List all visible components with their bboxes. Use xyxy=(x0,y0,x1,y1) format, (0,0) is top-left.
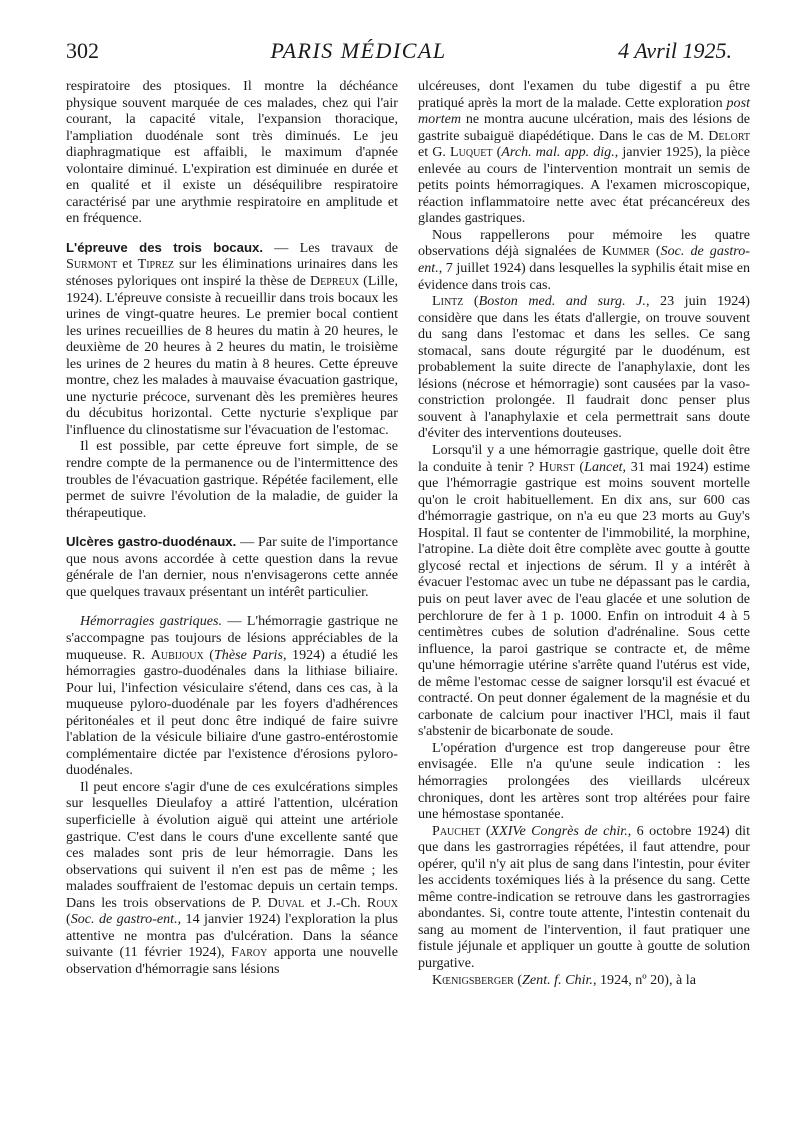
paragraph-hemorrhages: Hémorragies gastriques. — L'hémorragie gastrique ne s'accompagne pas toujours de lésions appréciables de la muqueuse. R. Aubijoux (Thèse Paris, 1924) a étudié les hémorragies gastro-duodénales dans la lithiase biliaire. Pour lui, l'infection vésiculaire s'étend, dans ces cas, à la muqueuse pyloro-duodénale par les foyers d'adhérences péritonéales et il peut donc être indiqué de faire suivre l'ablation de la vésicule biliaire d'une gastro-entérostomie complémentaire dictée par l'existence d'érosions pyloro-duodénales. xyxy=(66,613,398,779)
author-name: Kœnigsberger xyxy=(432,971,514,988)
author-name: Hurst xyxy=(538,458,575,475)
author-name: Duval xyxy=(267,894,305,911)
author-name: Pauchet xyxy=(432,822,481,839)
reference: Arch. mal. app. dig. xyxy=(501,144,615,161)
author-name: Luquet xyxy=(450,144,493,161)
paragraph-koenigsberger: Kœnigsberger (Zent. f. Chir., 1924, nº 20), à la xyxy=(432,971,696,988)
left-column: respiratoire des ptosiques. Il montre la déchéance physique souvent marquée de ces malades, chez qui l'air courant, la capacité vitale, l'expansion thoracique, l'ampliation duodénale sont très diminués. Le jeu diaphragmatique est affaibli, le maximum d'apnée volontaire diminué. L'expiration est diminuée en durée et en qualité et il existe un déséquilibre respiratoire caractérisé par une arythmie respiratoire en amplitude et en fréquence. L'épreuve des trois bocaux. — Les travaux de Surmont et Tiprez sur les éliminations urinaires dans les sténoses pyloriques ont inspiré la thèse de Depreux (Lille, 1924). L'épreuve consiste à recueillir dans trois bocaux les urines de vingt-quatre heures. Le premier bocal contient les urines recueillies de 8 heures du matin à 20 heures, le deuxième de 20 heures à 2 heures du matin, le troisième les urines de 2 heures du matin à 8 heures. Cette épreuve montre, chez les malades à mauvaise évacuation gastrique, une nycturie précoce, survenant dès les premières heures du décubitus horizontal. Cette nycturie s'explique par l'influence du clinostatisme sur l'évacuation de l'estomac. Il est possible, par cette épreuve fort simple, de se rendre compte de la permanence ou de l'intermittence des troubles de l'évacuation gastrique. Répétée facilement, elle permet de suivre l'évolution de la maladie, de guider la thérapeutique. Ulcères gastro-duodénaux. — Par suite de l'importance que nous avons accordée à cette question dans la revue générale de l'an dernier, nous n'envisagerons cette année que quelques travaux présentant un intérêt particulier. Hémorragies gastriques. — L'hémorragie gastrique ne s'accompagne pas toujours de lésions appréciables de la muqueuse. R. Aubijoux (Thèse Paris, 1924) a étudié les hémorragies gastro-duodénales dans la lithiase biliaire. Pour lui, l'infection vésiculaire s'étend, dans ces cas, à la muqueuse pyloro-duodénale par les foyers d'adhérences péritonéales et il peut donc être indiqué de faire suivre l'ablation de la vésicule biliaire d'une gastro-entérostomie complémentaire dictée par l'existence d'érosions pyloro-duodénales. Il peut encore s'agir d'une de ces exulcérations simples sur lesquelles Dieulafoy a attiré l'attention, ulcération superficielle à évolution aiguë qui atteint une artériole gastrique. C'est dans le cours d'une excellente santé que ces malades sont pris de leur hémorragie. Dans les observations qui suivent il n'en est pas de même ; les malades souffraient de l'estomac depuis un certain temps. Dans les trois observations de P. Duval et J.-Ch. Roux (Soc. de gastro-ent., 14 janvier 1924) l'exploration la plus attentive ne montra pas d'ulcération. Dans la séance suivante (11 février 1924), Faroy apporta une nouvelle observation d'hémorragie sans lésions xyxy=(66,78,399,977)
paragraph-ptosis: respiratoire des ptosiques. Il montre la déchéance physique souvent marquée de ces malades, chez qui l'air courant, la capacité vitale, l'expansion thoracique, l'ampliation duodénale sont très diminués. Le jeu diaphragmatique est affaibli, le maximum d'apnée volontaire diminué. L'expiration est diminuée en durée et en qualité et il existe un déséquilibre respiratoire caractérisé par une arythmie respiratoire en amplitude et en fréquence. xyxy=(66,78,398,227)
author-name: Kummer xyxy=(601,243,650,260)
reference: Lancet xyxy=(584,458,623,475)
page-number: 302 xyxy=(66,38,99,63)
paragraph-emergency-surgery: L'opération d'urgence est trop dangereuse pour être envisagée. Elle n'a qu'une seule indication : les hémorragies prolongées des vieillards ulcéreux chroniques, dont les artères sont trop altérées pour faire une hémostase spontanée. xyxy=(418,739,750,823)
reference: Soc. de gastro-ent. xyxy=(70,911,178,928)
author-name: Faroy xyxy=(231,944,268,961)
author-name: Aubijoux xyxy=(150,646,204,663)
section-heading-ulcers: Ulcères gastro-duodénaux. xyxy=(66,534,237,550)
journal-title: PARIS MÉDICAL xyxy=(270,38,447,63)
reference: XXIVe Congrès de chir. xyxy=(490,822,628,839)
author-name: Surmont xyxy=(66,256,118,273)
page-header xyxy=(66,38,732,72)
paragraph-kummer: Nous rappellerons pour mémoire les quatre observations déjà signalées de Kummer (Soc. de gastro-ent., 7 juillet 1924) dans lesquelles la syphilis était mise en évidence dans trois cas. xyxy=(418,226,750,293)
author-name: Lintz xyxy=(432,293,464,310)
author-name: Tiprez xyxy=(137,256,174,273)
paragraph-pauchet: Pauchet (XXIVe Congrès de chir., 6 octobre 1924) dit que dans les gastrorragies répétées, il faut attendre, pour opérer, qu'il n'y ait plus de sang dans l'intestin, pour éviter les accidents toxémiques liés à la présence du sang. Cette même contre-indication se retrouve dans les gastrorragies abondantes. Si, contre toute attente, l'intestin contenait du sang au moment de l'intervention, il faut pratiquer une fistule jéjunale et appliquer un goutte à goutte de solution purgative. xyxy=(418,822,751,971)
paragraph-lintz: Lintz (Boston med. and surg. J., 23 juin 1924) considère que dans les états d'allergie, on trouve souvent du sang dans l'estomac et dans les selles. Ce sang stomacal, sans doute régurgité par le duodénum, est probablement la suite directe de l'anaphylaxie, dont les lésions (nécrose et hémorragie) sont causées par la vaso-constriction prolongée. Il faudrait donc penser plus souvent à l'anaphylaxie et cela permettrait sans doute d'éviter des interventions douteuses. xyxy=(418,293,751,442)
issue-date: 4 Avril 1925. xyxy=(618,38,732,63)
latin-term: post mortem xyxy=(418,94,750,128)
author-name: Roux xyxy=(366,894,398,911)
paragraph-hurst: Lorsqu'il y a une hémorragie gastrique, quelle doit être la conduite à tenir ? Hurst (Lancet, 31 mai 1924) estime que l'hémorragie gastrique est moins souvent mortelle qu'on le croit habituellement. En dix ans, sur 600 cas d'hémorragie gastrique, on n'a eu que 23 morts au Guy's Hospital. Il faut se contenter de l'immobilité, la morphine, l'atropine. La diète doit être complète avec goutte à goutte glycosé rectal et injections de sérum. Il y a intérêt à évacuer l'estomac avec un tube ne dépassant pas le cardia, puis on peut laver avec de l'eau glacée et une solution de perchlorure de fer à 1 p. 1000. Enfin on introduit 4 à 5 centimètres cubes de solution d'adrénaline. Sous cette influence, la paroi gastrique se contracte et, de même qu'une hémorragie utérine s'arrête quand l'utérus est vide, de même l'estomac cesse de saigner lorsqu'il est évacué et contracté. On peut donner également de la magnésie et du carbonate de calcium pour inactiver l'HCl, mais il faut s'abstenir de bicarbonate de soude. xyxy=(418,442,750,740)
paragraph-post-mortem: ulcéreuses, dont l'examen du tube digestif a pu être pratiqué après la mort de la malade. Cette exploration post mortem ne montra aucune ulcération, mais des lésions de gastrite subaiguë diapédétique. Dans le cas de M. Delort et G. Luquet (Arch. mal. app. dig., janvier 1925), la pièce enlevée au cours de l'intervention montrait un semis de petits points hémorragiques. A l'examen microscopique, réaction inflammatoire nette avec état précancéreux des glandes gastriques. xyxy=(418,78,750,227)
reference: Zent. f. Chir. xyxy=(522,971,593,988)
right-column xyxy=(418,78,750,988)
section-heading-three-jars: L'épreuve des trois bocaux. xyxy=(66,239,264,255)
paragraph-exulcerations: Il peut encore s'agir d'une de ces exulcérations simples sur lesquelles Dieulafoy a attiré l'attention, ulcération superficielle à évolution aiguë qui atteint une artériole gastrique. C'est dans le cours d'une excellente santé que ces malades sont pris de leur hémorragie. Dans les observations qui suivent il n'en est pas de même ; les malades souffraient de l'estomac depuis un certain temps. Dans les trois observations de P. Duval et J.-Ch. Roux (Soc. de gastro-ent., 14 janvier 1924) l'exploration la plus attentive ne montra pas d'ulcération. Dans la séance suivante (11 février 1924), Faroy apporta une nouvelle observation d'hémorragie sans lésions xyxy=(66,778,398,977)
author-name: Depreux xyxy=(309,273,360,290)
author-name: Delort xyxy=(708,127,750,144)
reference: Thèse Paris xyxy=(213,646,283,663)
subsection-title: Hémorragies gastriques. xyxy=(80,613,223,630)
paragraph-test-use: Il est possible, par cette épreuve fort simple, de se rendre compte de la permanence ou de l'intermittence des troubles de l'évacuation gastrique. Répétée facilement, elle permet de suivre l'évolution de la maladie, de guider la thérapeutique. xyxy=(66,438,398,521)
reference: Boston med. and surg. J. xyxy=(478,293,646,310)
reference: Soc. de gastro-ent. xyxy=(418,243,750,277)
